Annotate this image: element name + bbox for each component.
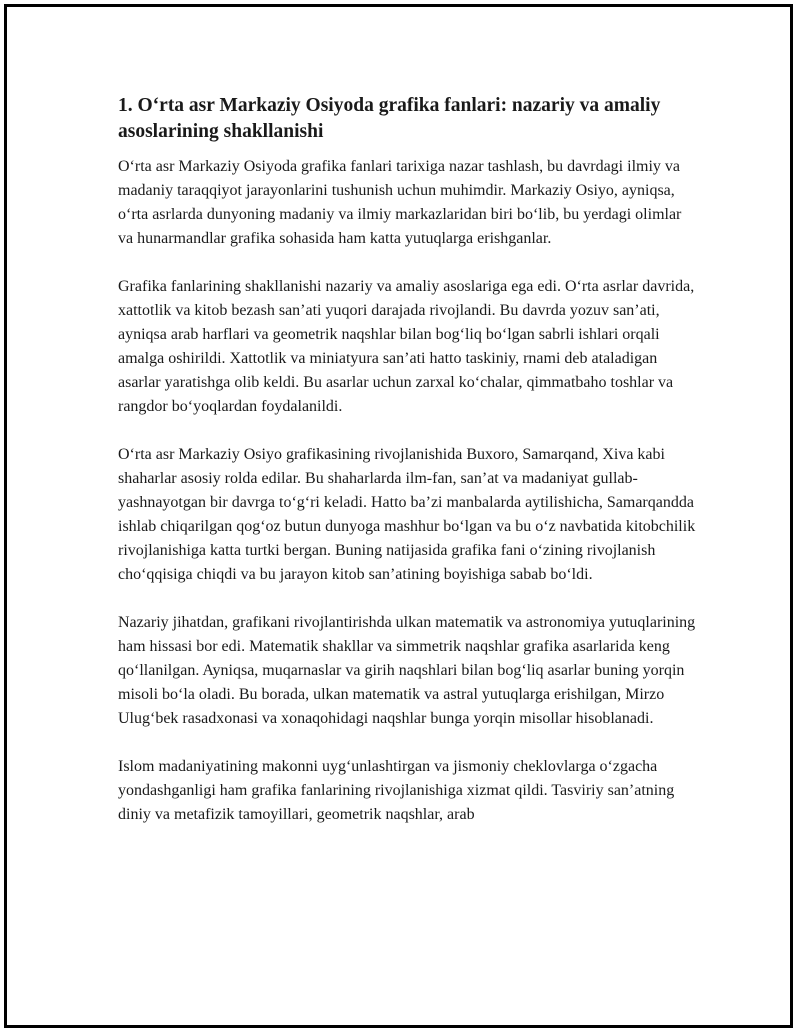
paragraph-3: O‘rta asr Markaziy Osiyo grafikasining rivojlanishida Buxoro, Samarqand, Xiva kabi shaharlar asosiy rolda edilar. Bu shaharlarda ilm-fan, san’at va madaniyat gullab-yashnayotgan bir davrga to‘g‘ri keladi. Hatto ba’zi manbalarda aytilishicha, Samarqandda ishlab chiqarilgan qog‘oz butun dunyoga mashhur bo‘lgan va bu o‘z navbatida kitobchilik rivojlanishiga katta turtki bergan. Buning natijasida grafika fani o‘zining rivojlanish cho‘qqisiga chiqdi va bu jarayon kitob san’atining boyishiga sabab bo‘ldi. — [118, 446, 696, 583]
paragraph-5: Islom madaniyatining makonni uyg‘unlashtirgan va jismoniy cheklovlarga o‘zgacha yondashganligi ham grafika fanlarining rivojlanishiga xizmat qildi. Tasviriy san’atning diniy va metafizik tamoyillari, geometrik naqshlar, arab — [118, 758, 675, 823]
paragraph-4: Nazariy jihatdan, grafikani rivojlantirishda ulkan matematik va astronomiya yutuqlarining ham hissasi bor edi. Matematik shakllar va simmetrik naqshlar grafika asarlarida keng qo‘llanilgan. Ayniqsa, muqarnaslar va girih naqshlari bilan bog‘liq asarlar buning yorqin misoli bo‘la oladi. Bu borada, ulkan matematik va astral yutuqlarga erishilgan, Mirzo Ulug‘bek rasadxonasi va xonaqohidagi naqshlar bunga yorqin misollar hisoblanadi. — [118, 614, 696, 727]
section-heading: 1. O‘rta asr Markaziy Osiyoda grafika fanlari: nazariy va amaliy asoslarining shakllanishi — [118, 95, 661, 142]
paragraph-2: Grafika fanlarining shakllanishi nazariy va amaliy asoslariga ega edi. O‘rta asrlar davrida, xattotlik va kitob bezash san’ati yuqori darajada rivojlandi. Bu davrda yozuv san’ati, ayniqsa arab harflari va geometrik naqshlar bilan bog‘liq bo‘lgan sabrli ishlari orqali amalga oshirildi. Xattotlik va miniatyura san’ati hatto taskiniy, rnami deb ataladigan asarlar yaratishga olib keldi. Bu asarlar uchun zarxal ko‘chalar, qimmatbaho toshlar va rangdor bo‘yoqlardan foydalanildi. — [118, 278, 695, 415]
paragraph-1: O‘rta asr Markaziy Osiyoda grafika fanlari tarixiga nazar tashlash, bu davrdagi ilmiy va madaniy taraqqiyot jarayonlarini tushunish uchun muhimdir. Markaziy Osiyo, ayniqsa, o‘rta asrlarda dunyoning madaniy va ilmiy markazlaridan biri bo‘lib, bu yerdagi olimlar va hunarmandlar grafika sohasida ham katta yutuqlarga erishganlar. — [118, 158, 682, 247]
document-body — [118, 93, 698, 851]
